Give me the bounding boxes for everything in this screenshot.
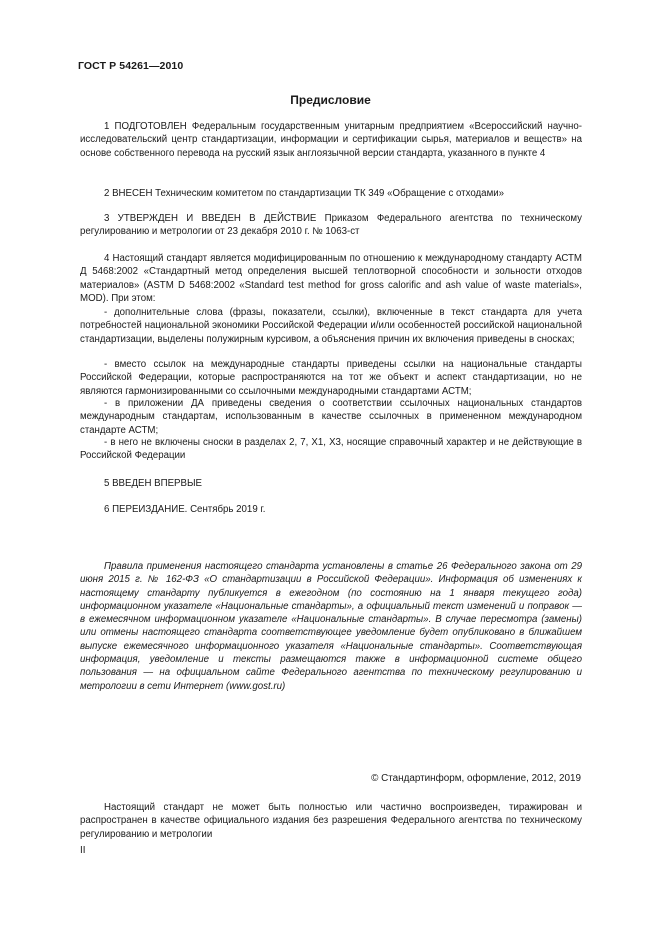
page-number: II bbox=[80, 845, 86, 856]
paragraph-prepared-by: 1 ПОДГОТОВЛЕН Федеральным государственным унитарным предприятием «Всероссийский научно-исследовательский центр стандартизации, информации и сертификации сырья, материалов и веществ» на основе собственного перевода на русский язык англоязычной версии стандарта, указанного в пункте 4 bbox=[80, 121, 582, 159]
copyright-notice: © Стандартинформ, оформление, 2012, 2019 bbox=[371, 773, 581, 784]
paragraph-modification: 4 Настоящий стандарт является модифицированным по отношению к международному стандарту АСТМ Д 5468:2002 «Стандартный метод определения высшей теплотворной способности и зольности отходов материалов» (ASTM D 5468:2002 «Standard test method for gross calorific and ash value of waste materials», MOD). При этом: bbox=[80, 253, 582, 305]
paragraph-approved: 3 УТВЕРЖДЕН И ВВЕДЕН В ДЕЙСТВИЕ Приказом Федерального агентства по техническому регулированию и метрологии от 23 декабря 2010 г. № 1063-ст bbox=[80, 213, 582, 238]
paragraph-first-introduced: 5 ВВЕДЕН ВПЕРВЫЕ bbox=[104, 478, 203, 489]
paragraph-bullet-footnotes: - в него не включены сноски в разделах 2, 7, X1, X3, носящие справочный характер и не действующие в Российской Федерации bbox=[80, 437, 582, 462]
reproduction-note: Настоящий стандарт не может быть полностью или частично воспроизведен, тиражирован и распространен в качестве официального издания без разрешения Федерального агентства по техническому регулированию и метрологии bbox=[80, 802, 582, 840]
paragraph-introduced-by: 2 ВНЕСЕН Техническим комитетом по стандартизации ТК 349 «Обращение с отходами» bbox=[104, 188, 505, 199]
paragraph-bullet-additional-words: - дополнительные слова (фразы, показатели, ссылки), включенные в текст стандарта для учета потребностей национальной экономики Российской Федерации и/или особенностей российской национальной стандартизации, выделены полужирным курсивом, а объяснения причин их включения приведены в сносках; bbox=[80, 307, 582, 345]
document-code: ГОСТ Р 54261—2010 bbox=[78, 60, 184, 72]
page-title: Предисловие bbox=[290, 93, 371, 107]
rules-note: Правила применения настоящего стандарта установлены в статье 26 Федерального закона от 29 июня 2015 г. № 162-ФЗ «О стандартизации в Российской Федерации». Информация об изменениях к настоящему стандарту публикуется в ежегодном (по состоянию на 1 января текущего года) информационном указателе «Национальные стандарты», а официальный текст изменений и поправок — в ежемесячном информационном указателе «Национальные стандарты». В случае пересмотра (замены) или отмены настоящего стандарта соответствующее уведомление будет опубликовано в ближайшем выпуске ежемесячного информационного указателя «Национальные стандарты». Соответствующая информация, уведомление и тексты размещаются также в информационной системе общего пользования — на официальном сайте Федерального агентства по техническому регулированию и метрологии в сети Интернет (www.gost.ru) bbox=[80, 561, 582, 692]
paragraph-bullet-appendix: - в приложении ДА приведены сведения о соответствии ссылочных национальных стандартов международным стандартам, использованным в качестве ссылочных в примененном международном стандарте АСТМ; bbox=[80, 398, 582, 436]
paragraph-bullet-references: - вместо ссылок на международные стандарты приведены ссылки на национальные стандарты Российской Федерации, которые распространяются на тот же объект и аспект стандартизации, но не являются гармонизированными со ссылочными международными стандартами АСТМ; bbox=[80, 359, 582, 397]
paragraph-reissue: 6 ПЕРЕИЗДАНИЕ. Сентябрь 2019 г. bbox=[104, 504, 266, 515]
